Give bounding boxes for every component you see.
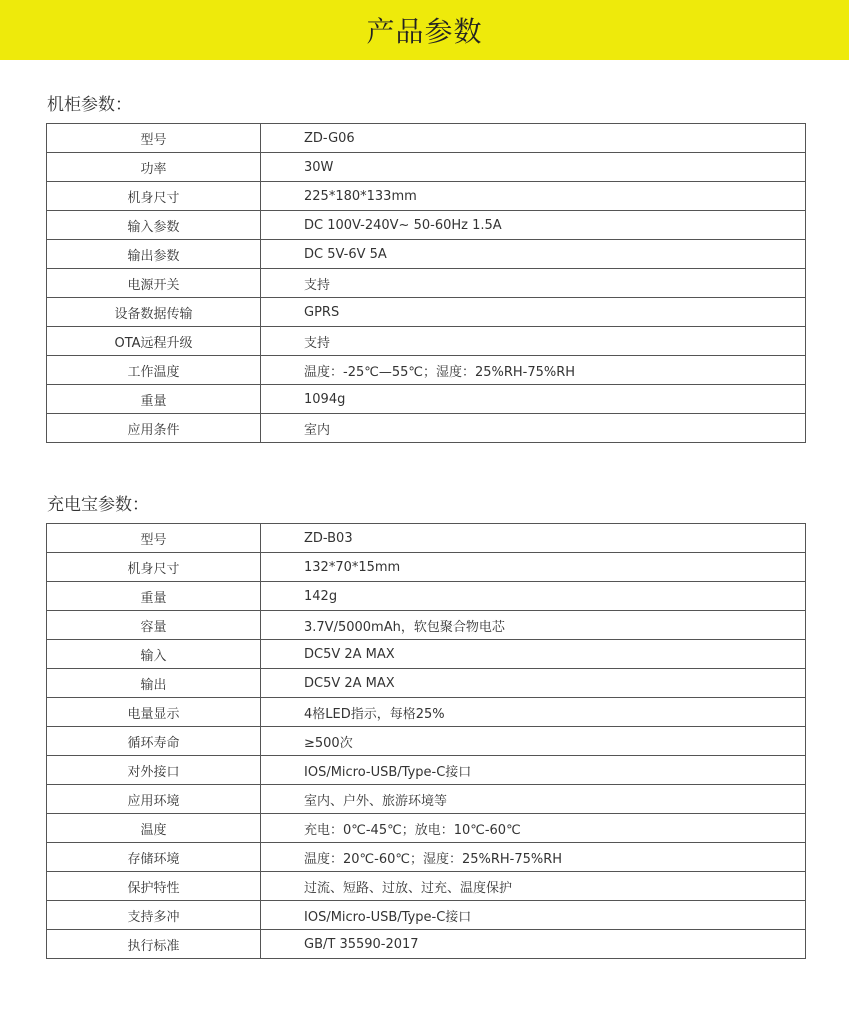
table-row <box>47 298 806 327</box>
spec-value: DC5V 2A MAX <box>261 669 806 698</box>
spec-label: 型号 <box>47 524 261 553</box>
spec-value: 132*70*15mm <box>261 553 806 582</box>
spec-label: 输出 <box>47 669 261 698</box>
spec-label: 执行标准 <box>47 930 261 959</box>
table-row <box>47 553 806 582</box>
table-row <box>47 240 806 269</box>
table-row <box>47 640 806 669</box>
spec-label: 功率 <box>47 153 261 182</box>
table-row <box>47 901 806 930</box>
spec-label: 保护特性 <box>47 872 261 901</box>
table-row <box>47 843 806 872</box>
cabinet-spec-table <box>46 123 806 443</box>
table-row <box>47 385 806 414</box>
spec-value: 4格LED指示，每格25% <box>261 698 806 727</box>
cabinet-spec-body <box>47 124 806 443</box>
table-row <box>47 611 806 640</box>
spec-value: ZD-G06 <box>261 124 806 153</box>
spec-value: 3.7V/5000mAh，软包聚合物电芯 <box>261 611 806 640</box>
spec-label: 设备数据传输 <box>47 298 261 327</box>
table-row <box>47 669 806 698</box>
spec-label: 存储环境 <box>47 843 261 872</box>
spec-value: DC 100V-240V~ 50-60Hz 1.5A <box>261 211 806 240</box>
table-row <box>47 327 806 356</box>
table-row <box>47 785 806 814</box>
spec-value: 30W <box>261 153 806 182</box>
spec-label: 重量 <box>47 582 261 611</box>
spec-value: 过流、短路、过放、过充、温度保护 <box>261 872 806 901</box>
cabinet-section-title: 机柜参数： <box>47 95 132 115</box>
spec-label: OTA远程升级 <box>47 327 261 356</box>
spec-value: 1094g <box>261 385 806 414</box>
spec-label: 应用条件 <box>47 414 261 443</box>
spec-value: 225*180*133mm <box>261 182 806 211</box>
spec-label: 支持多冲 <box>47 901 261 930</box>
table-row <box>47 814 806 843</box>
table-row <box>47 698 806 727</box>
spec-label: 电量显示 <box>47 698 261 727</box>
spec-label: 工作温度 <box>47 356 261 385</box>
spec-value: DC5V 2A MAX <box>261 640 806 669</box>
powerbank-section-title: 充电宝参数： <box>47 495 149 515</box>
spec-value: 室内 <box>261 414 806 443</box>
table-row <box>47 269 806 298</box>
spec-value: 142g <box>261 582 806 611</box>
spec-label: 对外接口 <box>47 756 261 785</box>
table-row <box>47 356 806 385</box>
spec-label: 输入参数 <box>47 211 261 240</box>
spec-label: 输出参数 <box>47 240 261 269</box>
spec-label: 应用环境 <box>47 785 261 814</box>
spec-value: ≥500次 <box>261 727 806 756</box>
spec-value: IOS/Micro-USB/Type-C接口 <box>261 901 806 930</box>
spec-value: 支持 <box>261 269 806 298</box>
spec-value: 温度：-25℃—55℃；湿度：25%RH-75%RH <box>261 356 806 385</box>
table-row <box>47 872 806 901</box>
spec-value: 温度：20℃-60℃；湿度：25%RH-75%RH <box>261 843 806 872</box>
spec-value: DC 5V-6V 5A <box>261 240 806 269</box>
page-title: 产品参数 <box>366 15 483 48</box>
powerbank-spec-table <box>46 523 806 959</box>
table-row <box>47 930 806 959</box>
spec-label: 容量 <box>47 611 261 640</box>
table-row <box>47 211 806 240</box>
spec-value: GPRS <box>261 298 806 327</box>
table-row <box>47 524 806 553</box>
spec-value: GB/T 35590-2017 <box>261 930 806 959</box>
table-row <box>47 124 806 153</box>
spec-label: 型号 <box>47 124 261 153</box>
spec-label: 温度 <box>47 814 261 843</box>
spec-label: 机身尺寸 <box>47 182 261 211</box>
spec-value: 支持 <box>261 327 806 356</box>
table-row <box>47 414 806 443</box>
powerbank-spec-body <box>47 524 806 959</box>
spec-value: 充电：0℃-45℃；放电：10℃-60℃ <box>261 814 806 843</box>
spec-label: 重量 <box>47 385 261 414</box>
header-banner <box>0 0 849 60</box>
table-row <box>47 153 806 182</box>
spec-label: 循环寿命 <box>47 727 261 756</box>
spec-value: IOS/Micro-USB/Type-C接口 <box>261 756 806 785</box>
spec-label: 输入 <box>47 640 261 669</box>
table-row <box>47 182 806 211</box>
table-row <box>47 756 806 785</box>
table-row <box>47 582 806 611</box>
spec-label: 机身尺寸 <box>47 553 261 582</box>
spec-value: 室内、户外、旅游环境等 <box>261 785 806 814</box>
spec-label: 电源开关 <box>47 269 261 298</box>
table-row <box>47 727 806 756</box>
spec-value: ZD-B03 <box>261 524 806 553</box>
